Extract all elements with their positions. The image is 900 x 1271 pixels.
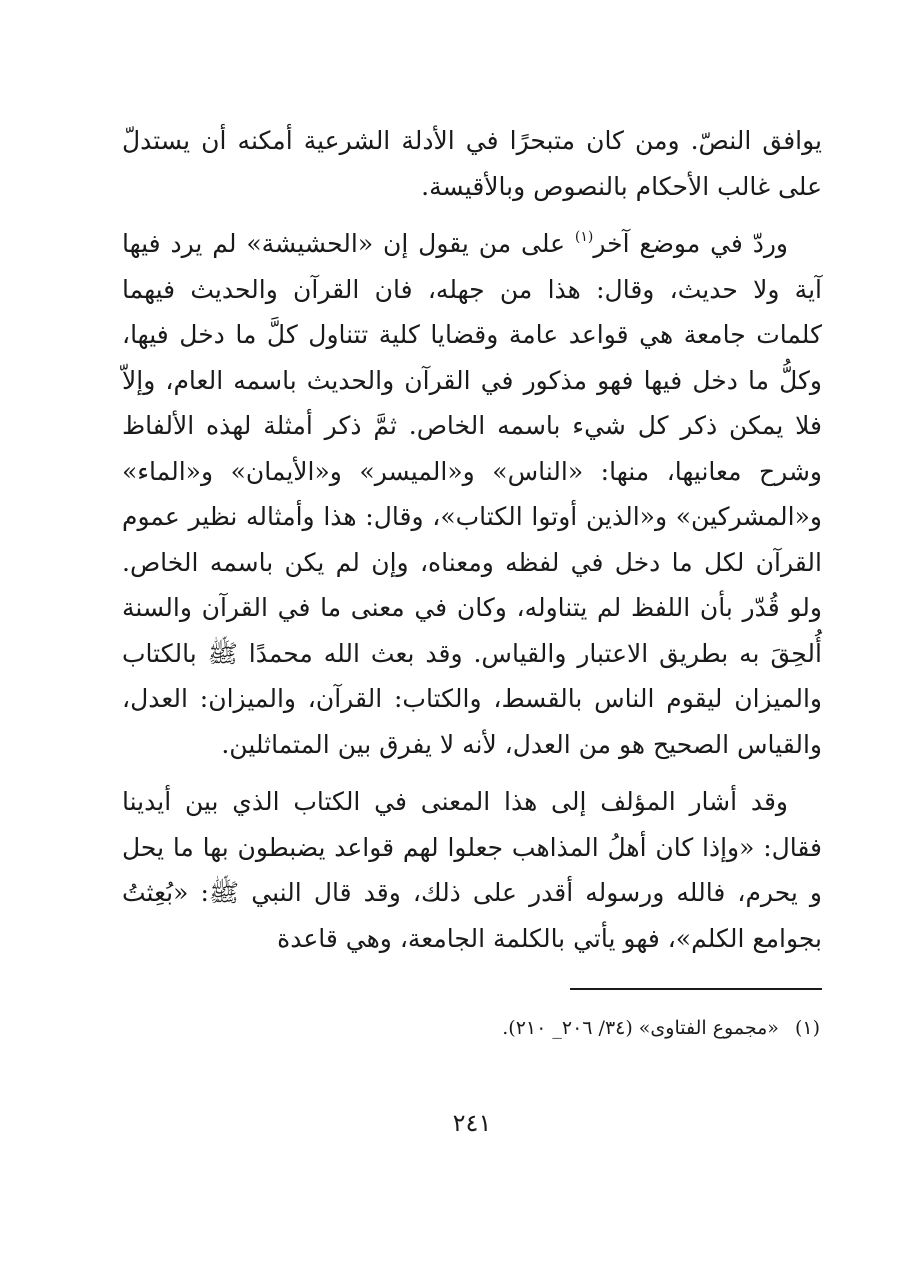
paragraph-2-text: على من يقول إن «الحشيشة» لم يرد فيها آية ولا حديث، وقال: هذا من جهله، فان القرآن والحديث فيهما كلمات جامعة هي قواعد عامة وقضايا كلية تتناول كلَّ ما دخل فيها، وكلُّ ما دخل فيها فهو مذكور في القرآن والحديث باسمه العام، وإلاّ فلا يمكن ذكر كل شيء باسمه الخاص. ثمَّ ذكر أمثلة لهذه الألفاظ وشرح معانيها، منها: «الناس» و«الميسر» و«الأيمان» و«الماء» و«المشركين» و«الذين أوتوا الكتاب»، وقال: هذا وأمثاله نظير عموم القرآن لكل ما دخل في لفظه ومعناه، وإن لم يكن باسمه الخاص. ولو قُدّر بأن اللفظ لم يتناوله، وكان في معنى ما في القرآن والسنة أُلحِقَ به بطريق الاعتبار والقياس. وقد بعث الله محمدًا ﷺ بالكتاب والميزان ليقوم الناس بالقسط، والكتاب: القرآن، والميزان: العدل، والقياس الصحيح هو من العدل، لأنه لا يفرق بين المتماثلين. (122, 229, 822, 759)
paragraph-2-opening: وردّ في موضع آخر (593, 229, 788, 258)
footnote-divider (570, 988, 822, 990)
footnote-reference: (١) (574, 228, 594, 245)
book-page (122, 118, 822, 1138)
footnote-number: (١) (794, 1017, 820, 1039)
footnote-text: «مجموع الفتاوى» (٣٤/ ٢٠٦_ ٢١٠). (502, 1017, 779, 1039)
footnote (502, 1013, 820, 1043)
body-paragraph-2 (122, 221, 822, 767)
body-paragraph-3: وقد أشار المؤلف إلى هذا المعنى في الكتاب الذي بين أيدينا فقال: «وإذا كان أهلُ المذاهب جعلوا لهم قواعد يضبطون بها ما يحل و يحرم، فالله ورسوله أقدر على ذلك، وقد قال النبي ﷺ: «بُعِثتُ بجوامع الكلم»، فهو يأتي بالكلمة الجامعة، وهي قاعدة (122, 787, 822, 953)
page-number: ٢٤١ (452, 1109, 492, 1137)
body-paragraph-1: يوافق النصّ. ومن كان متبحرًا في الأدلة الشرعية أمكنه أن يستدلّ على غالب الأحكام بالنصوص وبالأقيسة. (122, 126, 822, 201)
